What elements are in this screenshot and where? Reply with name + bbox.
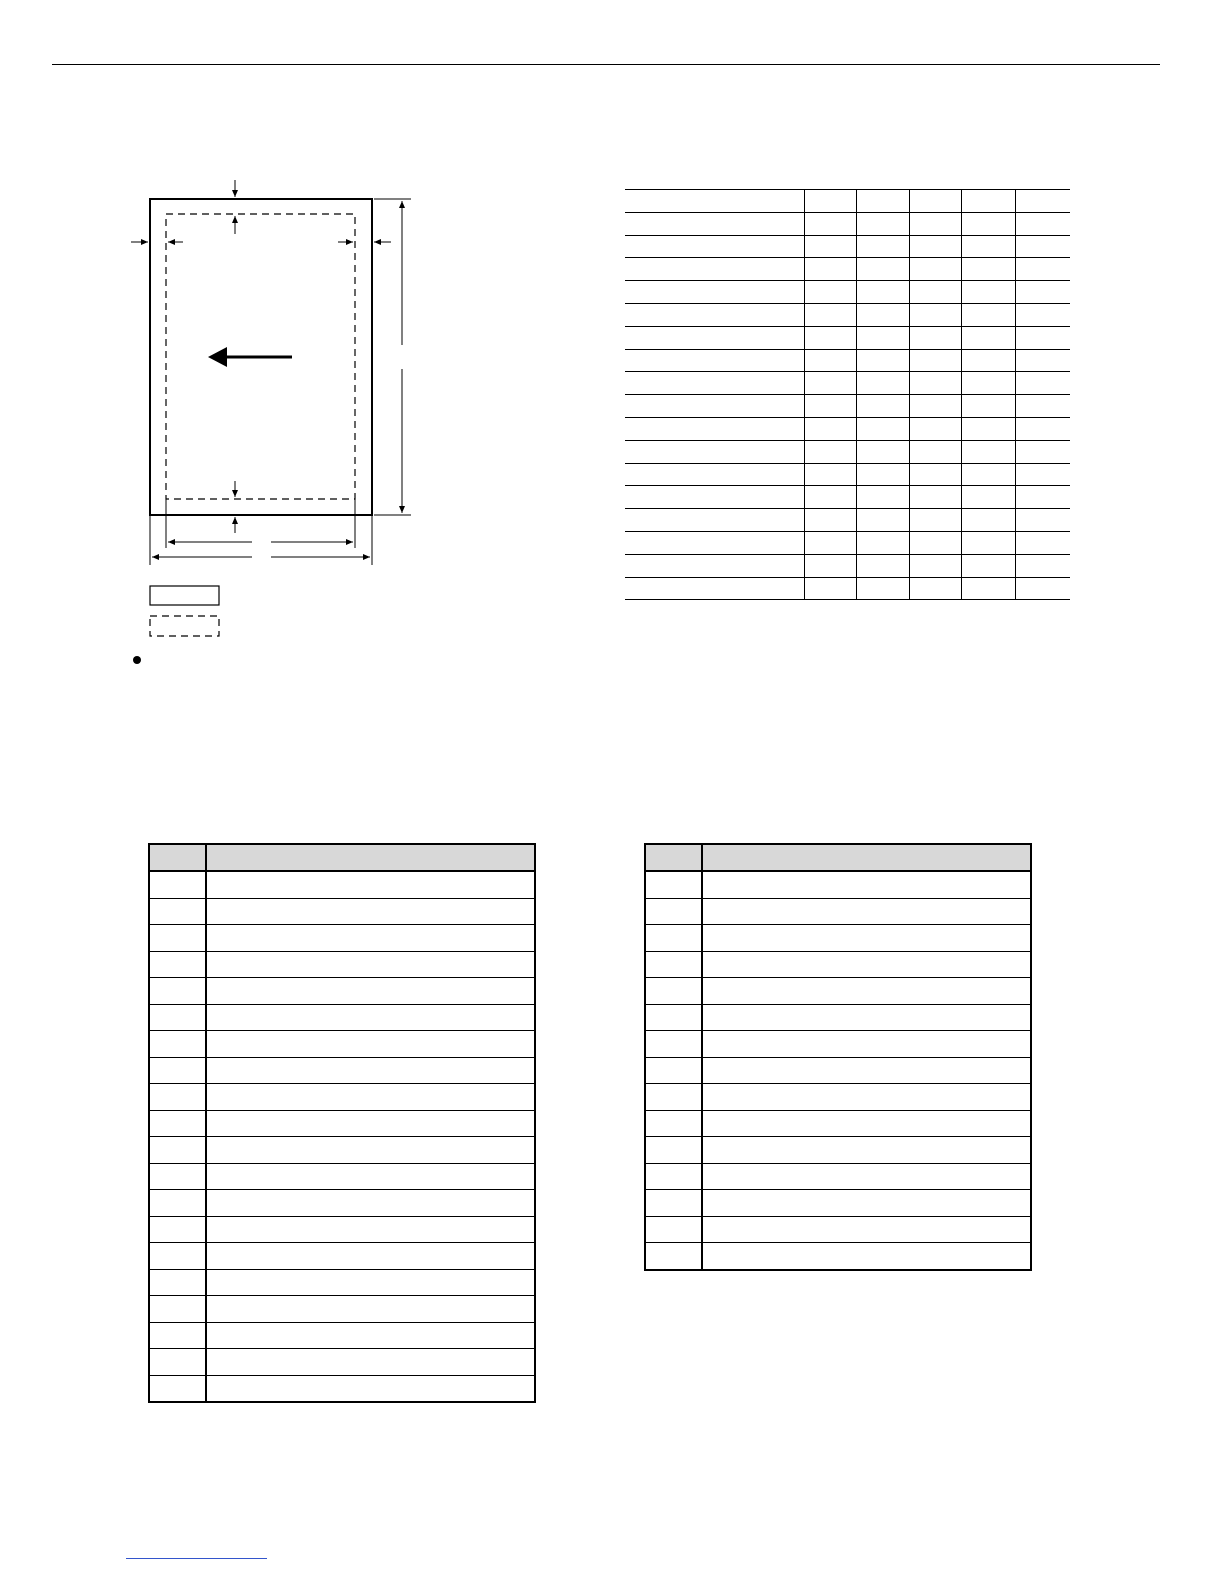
- table-cell: [1015, 190, 1070, 213]
- table-cell: [856, 212, 909, 235]
- table-cell: [206, 1322, 535, 1349]
- table-cell: [1015, 326, 1070, 349]
- table-cell: [804, 235, 856, 258]
- table-cell: [645, 1243, 702, 1270]
- table-row: [645, 1163, 1031, 1190]
- table-cell: [804, 417, 856, 440]
- table-cell: [149, 1057, 206, 1084]
- table-row: [625, 509, 1070, 532]
- table-cell: [909, 372, 961, 395]
- table-cell: [1015, 281, 1070, 304]
- code-table-left: [148, 843, 536, 1403]
- table-cell: [625, 395, 804, 418]
- table-cell: [206, 1057, 535, 1084]
- table-cell: [909, 258, 961, 281]
- table-cell: [645, 1110, 702, 1137]
- table-row: [625, 440, 1070, 463]
- table-cell: [625, 577, 804, 600]
- table-cell: [804, 554, 856, 577]
- header-cell: [702, 844, 1031, 871]
- table-cell: [909, 212, 961, 235]
- table-cell: [645, 898, 702, 925]
- table-cell: [804, 486, 856, 509]
- table-cell: [702, 951, 1031, 978]
- table-cell: [702, 1110, 1031, 1137]
- table-cell: [149, 1349, 206, 1376]
- table-cell: [961, 417, 1015, 440]
- table-cell: [1015, 212, 1070, 235]
- table-cell: [804, 509, 856, 532]
- table-cell: [909, 303, 961, 326]
- table-cell: [702, 1004, 1031, 1031]
- table-cell: [909, 440, 961, 463]
- table-cell: [856, 326, 909, 349]
- table-cell: [206, 1349, 535, 1376]
- table-row: [625, 463, 1070, 486]
- table-cell: [206, 1084, 535, 1111]
- table-cell: [149, 1084, 206, 1111]
- table-row: [645, 1057, 1031, 1084]
- table-cell: [856, 235, 909, 258]
- table-cell: [909, 554, 961, 577]
- table-cell: [625, 372, 804, 395]
- table-cell: [856, 395, 909, 418]
- table-cell: [804, 281, 856, 304]
- table-cell: [1015, 486, 1070, 509]
- table-row: [645, 1031, 1031, 1058]
- table-cell: [804, 577, 856, 600]
- table-row: [149, 978, 535, 1005]
- code-table-left-header: [149, 844, 535, 871]
- table-cell: [961, 281, 1015, 304]
- header-cell: [645, 844, 702, 871]
- table-cell: [961, 326, 1015, 349]
- table-row: [645, 925, 1031, 952]
- table-cell: [206, 1110, 535, 1137]
- table-row: [149, 871, 535, 898]
- table-row: [645, 1137, 1031, 1164]
- table-cell: [804, 326, 856, 349]
- table-cell: [625, 281, 804, 304]
- table-cell: [961, 463, 1015, 486]
- table-cell: [625, 212, 804, 235]
- table-cell: [961, 554, 1015, 577]
- table-cell: [625, 531, 804, 554]
- table-cell: [961, 235, 1015, 258]
- table-cell: [149, 978, 206, 1005]
- table-row: [625, 190, 1070, 213]
- table-row: [645, 1243, 1031, 1270]
- table-cell: [961, 440, 1015, 463]
- table-cell: [909, 326, 961, 349]
- table-row: [149, 1322, 535, 1349]
- table-cell: [856, 190, 909, 213]
- table-row: [149, 1349, 535, 1376]
- table-cell: [961, 212, 1015, 235]
- table-cell: [961, 395, 1015, 418]
- table-cell: [856, 440, 909, 463]
- table-cell: [909, 463, 961, 486]
- table-cell: [206, 1163, 535, 1190]
- table-cell: [961, 486, 1015, 509]
- table-row: [149, 1190, 535, 1217]
- table-row: [149, 1031, 535, 1058]
- table-cell: [206, 1004, 535, 1031]
- table-cell: [702, 1031, 1031, 1058]
- table-cell: [804, 372, 856, 395]
- table-cell: [856, 303, 909, 326]
- table-cell: [702, 1137, 1031, 1164]
- table-cell: [625, 349, 804, 372]
- table-cell: [961, 372, 1015, 395]
- table-cell: [856, 509, 909, 532]
- table-row: [645, 978, 1031, 1005]
- table-row: [645, 1216, 1031, 1243]
- table-cell: [206, 898, 535, 925]
- table-cell: [804, 303, 856, 326]
- table-cell: [645, 1137, 702, 1164]
- table-row: [149, 898, 535, 925]
- table-cell: [1015, 577, 1070, 600]
- table-row: [645, 871, 1031, 898]
- table-cell: [1015, 531, 1070, 554]
- table-cell: [206, 1296, 535, 1323]
- table-row: [625, 531, 1070, 554]
- table-cell: [961, 509, 1015, 532]
- table-cell: [149, 1190, 206, 1217]
- table-cell: [702, 898, 1031, 925]
- header-cell: [149, 844, 206, 871]
- table-cell: [645, 1216, 702, 1243]
- table-cell: [702, 1190, 1031, 1217]
- table-row: [625, 281, 1070, 304]
- table-cell: [625, 326, 804, 349]
- table-cell: [206, 978, 535, 1005]
- table-cell: [645, 1057, 702, 1084]
- table-cell: [625, 463, 804, 486]
- table-cell: [1015, 303, 1070, 326]
- code-table-right-header: [645, 844, 1031, 871]
- table-cell: [645, 871, 702, 898]
- table-cell: [909, 349, 961, 372]
- table-row: [149, 1243, 535, 1270]
- table-cell: [702, 1084, 1031, 1111]
- table-cell: [645, 925, 702, 952]
- table-cell: [645, 1031, 702, 1058]
- table-cell: [206, 1243, 535, 1270]
- table-row: [625, 395, 1070, 418]
- table-cell: [702, 1057, 1031, 1084]
- table-cell: [625, 258, 804, 281]
- table-cell: [856, 463, 909, 486]
- table-cell: [856, 531, 909, 554]
- table-cell: [1015, 509, 1070, 532]
- table-cell: [909, 577, 961, 600]
- table-row: [149, 1004, 535, 1031]
- table-cell: [1015, 554, 1070, 577]
- table-cell: [909, 281, 961, 304]
- table-row: [149, 1084, 535, 1111]
- footer-link[interactable]: [126, 1558, 267, 1559]
- table-row: [645, 1110, 1031, 1137]
- table-row: [625, 372, 1070, 395]
- table-row: [149, 1163, 535, 1190]
- table-cell: [909, 395, 961, 418]
- table-cell: [804, 440, 856, 463]
- table-cell: [1015, 440, 1070, 463]
- table-cell: [625, 440, 804, 463]
- table-cell: [804, 349, 856, 372]
- table-cell: [645, 1163, 702, 1190]
- legend-dashed-swatch: [150, 616, 219, 636]
- table-row: [645, 951, 1031, 978]
- table-row: [149, 951, 535, 978]
- table-cell: [909, 509, 961, 532]
- table-row: [625, 258, 1070, 281]
- table-cell: [645, 1084, 702, 1111]
- table-cell: [1015, 395, 1070, 418]
- table-cell: [856, 486, 909, 509]
- table-cell: [909, 190, 961, 213]
- table-cell: [625, 235, 804, 258]
- table-cell: [206, 925, 535, 952]
- table-cell: [804, 531, 856, 554]
- table-row: [625, 212, 1070, 235]
- table-cell: [206, 1031, 535, 1058]
- table-row: [625, 326, 1070, 349]
- paper-spec-table: [625, 189, 1070, 600]
- table-cell: [625, 190, 804, 213]
- table-cell: [702, 1216, 1031, 1243]
- table-cell: [645, 978, 702, 1005]
- table-row: [625, 303, 1070, 326]
- table-cell: [645, 1190, 702, 1217]
- table-cell: [149, 951, 206, 978]
- table-cell: [804, 190, 856, 213]
- table-cell: [206, 1190, 535, 1217]
- table-row: [149, 1296, 535, 1323]
- table-row: [625, 554, 1070, 577]
- table-cell: [149, 1296, 206, 1323]
- table-row: [645, 1190, 1031, 1217]
- table-row: [149, 1057, 535, 1084]
- table-cell: [961, 258, 1015, 281]
- table-cell: [149, 1375, 206, 1402]
- table-cell: [961, 531, 1015, 554]
- table-cell: [804, 463, 856, 486]
- table-cell: [149, 898, 206, 925]
- table-cell: [909, 531, 961, 554]
- table-cell: [206, 1269, 535, 1296]
- table-cell: [856, 417, 909, 440]
- table-cell: [625, 417, 804, 440]
- table-cell: [856, 258, 909, 281]
- table-cell: [1015, 235, 1070, 258]
- table-cell: [645, 1004, 702, 1031]
- table-cell: [206, 1375, 535, 1402]
- table-cell: [149, 1269, 206, 1296]
- table-row: [149, 1269, 535, 1296]
- table-cell: [1015, 372, 1070, 395]
- table-cell: [645, 951, 702, 978]
- table-cell: [149, 1216, 206, 1243]
- table-cell: [149, 925, 206, 952]
- table-cell: [206, 951, 535, 978]
- table-cell: [804, 395, 856, 418]
- table-cell: [702, 1163, 1031, 1190]
- table-cell: [856, 577, 909, 600]
- bullet-point-icon: [133, 656, 141, 664]
- table-cell: [1015, 349, 1070, 372]
- table-cell: [1015, 463, 1070, 486]
- table-row: [625, 417, 1070, 440]
- table-cell: [804, 212, 856, 235]
- table-cell: [856, 372, 909, 395]
- table-cell: [909, 486, 961, 509]
- table-row: [645, 1004, 1031, 1031]
- table-cell: [149, 1137, 206, 1164]
- table-row: [149, 1110, 535, 1137]
- table-row: [149, 1375, 535, 1402]
- table-row: [625, 577, 1070, 600]
- table-cell: [149, 1031, 206, 1058]
- table-cell: [961, 349, 1015, 372]
- table-row: [645, 1084, 1031, 1111]
- arrow-left-icon: [208, 347, 292, 367]
- table-cell: [149, 1243, 206, 1270]
- table-cell: [625, 486, 804, 509]
- table-cell: [149, 1004, 206, 1031]
- table-cell: [1015, 417, 1070, 440]
- print-area-diagram: [0, 0, 600, 700]
- table-cell: [961, 190, 1015, 213]
- table-cell: [625, 509, 804, 532]
- table-cell: [856, 281, 909, 304]
- table-cell: [909, 235, 961, 258]
- table-row: [645, 898, 1031, 925]
- table-cell: [1015, 258, 1070, 281]
- table-cell: [702, 1243, 1031, 1270]
- table-cell: [206, 1216, 535, 1243]
- table-cell: [149, 1163, 206, 1190]
- table-cell: [856, 554, 909, 577]
- table-cell: [149, 871, 206, 898]
- table-cell: [206, 1137, 535, 1164]
- table-cell: [206, 871, 535, 898]
- table-row: [149, 1137, 535, 1164]
- code-table-right: [644, 843, 1032, 1271]
- table-cell: [804, 258, 856, 281]
- table-cell: [961, 577, 1015, 600]
- header-cell: [206, 844, 535, 871]
- table-cell: [961, 303, 1015, 326]
- table-cell: [625, 303, 804, 326]
- legend-solid-swatch: [150, 586, 219, 605]
- table-cell: [149, 1322, 206, 1349]
- table-cell: [149, 1110, 206, 1137]
- table-cell: [909, 417, 961, 440]
- table-row: [625, 486, 1070, 509]
- table-row: [149, 1216, 535, 1243]
- table-cell: [702, 871, 1031, 898]
- table-row: [625, 235, 1070, 258]
- table-cell: [625, 554, 804, 577]
- table-row: [149, 925, 535, 952]
- table-cell: [702, 978, 1031, 1005]
- table-cell: [702, 925, 1031, 952]
- table-cell: [856, 349, 909, 372]
- table-row: [625, 349, 1070, 372]
